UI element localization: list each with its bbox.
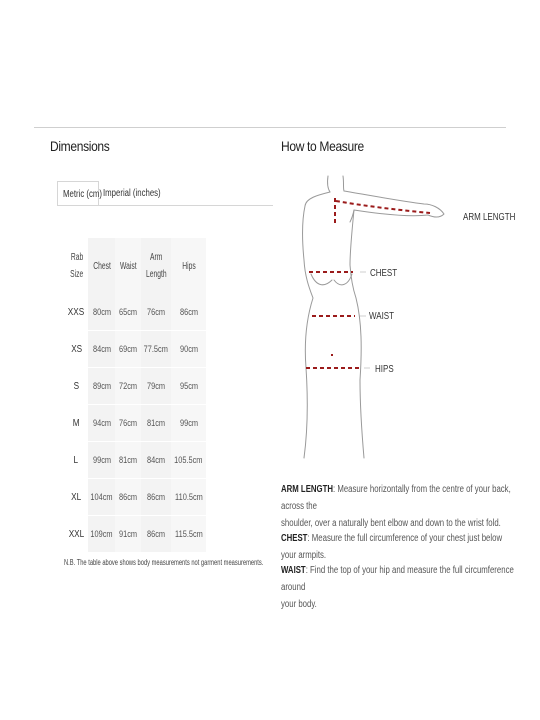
- cell-text: 86cm: [147, 529, 166, 539]
- table-row: [64, 405, 206, 442]
- cell-text: XS: [70, 343, 82, 355]
- body-left-outline: [303, 192, 330, 458]
- measurement-cell: [115, 405, 140, 442]
- waist-label: WAIST: [369, 310, 395, 322]
- cell-text: 65cm: [119, 307, 138, 317]
- measurement-cell: [115, 479, 140, 516]
- measurement-cell: [171, 368, 206, 405]
- cell-text: 79cm: [147, 381, 166, 391]
- tab-imperial-label: Imperial (inches): [103, 188, 161, 199]
- table-row: [64, 442, 206, 479]
- size-table: [64, 238, 206, 553]
- neck-left-line: [328, 176, 330, 192]
- cell-text: 89cm: [92, 381, 111, 391]
- cell-text: 115.5cm: [174, 529, 203, 539]
- size-cell: [64, 442, 88, 479]
- body-right-outline: [344, 191, 444, 458]
- cell-text: 105.5cm: [174, 455, 203, 465]
- measurement-cell: [141, 331, 172, 368]
- measurement-cell: [115, 442, 140, 479]
- measurement-cell: [141, 442, 172, 479]
- cell-text: 99cm: [92, 455, 111, 465]
- tabs-divider: [57, 205, 273, 206]
- chest-text-1: : Measure the full circumference of your chest just below your armpits.: [281, 533, 503, 561]
- cell-text: S: [73, 380, 79, 392]
- cell-text: 80cm: [92, 307, 111, 317]
- table-row: [64, 516, 206, 553]
- hips-label: HIPS: [375, 363, 394, 375]
- top-divider: [34, 127, 506, 128]
- cell-text: L: [73, 454, 79, 466]
- cell-text: 69cm: [119, 344, 138, 354]
- measurement-cell: [141, 368, 172, 405]
- waist-term: WAIST: [281, 565, 306, 576]
- measurement-cell: [88, 331, 115, 368]
- column-header-text: Hips: [181, 260, 196, 272]
- measurement-cell: [171, 405, 206, 442]
- measurement-cell: [171, 479, 206, 516]
- size-cell: [64, 405, 88, 442]
- measurement-cell: [171, 294, 206, 331]
- measurement-cell: [171, 442, 206, 479]
- cell-text: XXL: [68, 528, 84, 540]
- tab-metric[interactable]: [57, 181, 102, 206]
- size-cell: [64, 368, 88, 405]
- arm-length-text-2: shoulder, over a naturally bent elbow and down to the wrist fold.: [281, 518, 501, 529]
- waist-text-1: : Find the top of your hip and measure the full circumference around: [281, 565, 514, 593]
- column-header: [115, 238, 140, 294]
- measurement-cell: [115, 516, 140, 553]
- size-cell: [64, 331, 88, 368]
- size-table-header-row: [64, 238, 206, 294]
- tab-imperial[interactable]: [98, 181, 161, 205]
- measurement-cell: [141, 405, 172, 442]
- column-header-text: Arm: [149, 252, 163, 263]
- cell-text: 81cm: [119, 455, 138, 465]
- chest-label: CHEST: [370, 267, 398, 279]
- dimensions-title: Dimensions: [50, 138, 110, 154]
- cell-text: 84cm: [147, 455, 166, 465]
- cell-text: 95cm: [179, 381, 198, 391]
- cell-text: 76cm: [147, 307, 166, 317]
- table-row: [64, 368, 206, 405]
- measurement-cell: [141, 479, 172, 516]
- cell-text: 104cm: [90, 492, 114, 502]
- chest-curve-left: [311, 274, 332, 285]
- cell-text: 72cm: [119, 381, 138, 391]
- table-row: [64, 294, 206, 331]
- cell-text: 91cm: [119, 529, 138, 539]
- waist-description: [281, 562, 515, 613]
- chest-term: CHEST: [281, 533, 308, 544]
- chest-curve-right: [334, 274, 352, 285]
- tab-metric-label: Metric (cm): [63, 189, 102, 200]
- column-header: [141, 238, 172, 294]
- waist-text-2: your body.: [281, 599, 317, 610]
- measurement-cell: [88, 479, 115, 516]
- column-header-text: Length: [145, 269, 167, 280]
- measurement-cell: [88, 516, 115, 553]
- cell-text: 77.5cm: [144, 344, 169, 354]
- neck-right-line: [343, 176, 344, 191]
- cell-text: 94cm: [92, 418, 111, 428]
- arm-length-label: ARM LENGTH: [463, 211, 516, 223]
- column-header-text: Rab: [70, 252, 83, 263]
- measurement-cell: [141, 516, 172, 553]
- column-header-text: Waist: [119, 260, 137, 272]
- cell-text: XXS: [68, 306, 85, 318]
- arm-length-term: ARM LENGTH: [281, 484, 334, 495]
- cell-text: 109cm: [90, 529, 114, 539]
- measurement-cell: [88, 368, 115, 405]
- column-header: [64, 238, 88, 294]
- measurement-cell: [171, 331, 206, 368]
- size-cell: [64, 479, 88, 516]
- column-header-text: Chest: [93, 260, 111, 272]
- cell-text: 84cm: [92, 344, 111, 354]
- cell-text: 76cm: [119, 418, 138, 428]
- cell-text: 86cm: [119, 492, 138, 502]
- how-to-measure-title: How to Measure: [281, 138, 364, 154]
- arm-length-text-1: : Measure horizontally from the centre of your back, across the: [281, 484, 511, 512]
- size-cell: [64, 516, 88, 553]
- cell-text: 90cm: [179, 344, 198, 354]
- measurement-cell: [115, 294, 140, 331]
- column-header: [171, 238, 206, 294]
- size-cell: [64, 294, 88, 331]
- column-header-text: Size: [69, 269, 83, 280]
- cell-text: 86cm: [179, 307, 198, 317]
- measurement-cell: [171, 516, 206, 553]
- cell-text: 81cm: [147, 418, 166, 428]
- body-figure-diagram: [280, 170, 516, 460]
- measurement-cell: [88, 442, 115, 479]
- measurement-cell: [115, 368, 140, 405]
- cell-text: 86cm: [147, 492, 166, 502]
- measurement-cell: [115, 331, 140, 368]
- cell-text: M: [72, 417, 80, 429]
- chest-description: [281, 530, 515, 564]
- arm-length-description: [281, 481, 515, 532]
- measurement-cell: [88, 294, 115, 331]
- measurement-cell: [88, 405, 115, 442]
- cell-text: 110.5cm: [174, 492, 203, 502]
- cell-text: XL: [71, 491, 82, 503]
- measurement-cell: [141, 294, 172, 331]
- column-header: [88, 238, 115, 294]
- measurement-note: N.B. The table above shows body measurements not garment measurements.: [64, 558, 264, 567]
- cell-text: 99cm: [179, 418, 198, 428]
- table-row: [64, 331, 206, 368]
- table-row: [64, 479, 206, 516]
